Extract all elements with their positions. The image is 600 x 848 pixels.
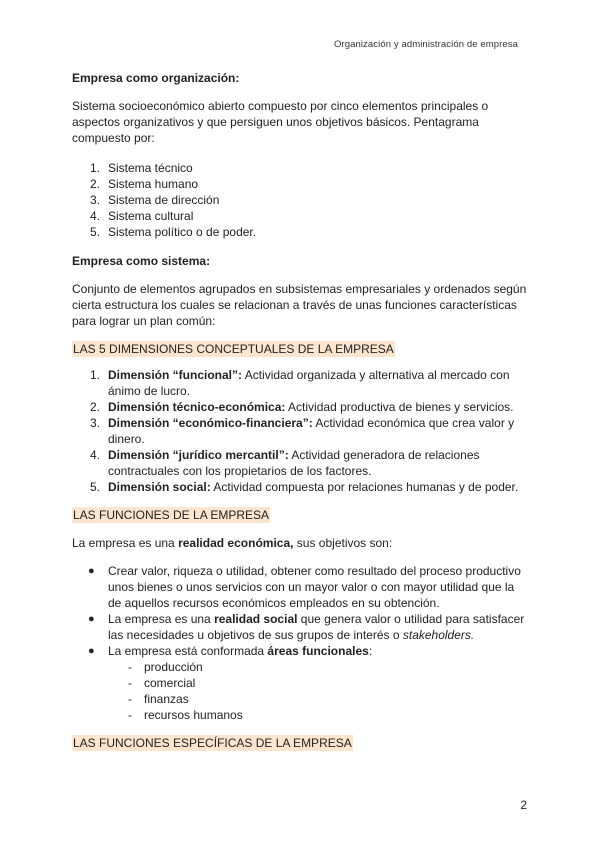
- list-number: 5.: [90, 225, 101, 239]
- bullet-list-funciones: [72, 563, 528, 659]
- dimension-description: Actividad organizada y alternativa al mercado con ánimo de lucro.: [108, 368, 510, 398]
- list-item: [72, 643, 528, 659]
- list-number: 4.: [90, 209, 101, 223]
- dash-icon: -: [128, 692, 132, 706]
- dimension-description: Actividad productiva de bienes y servicios.: [285, 400, 514, 414]
- bullet-icon: ●: [88, 565, 95, 577]
- text-run: La empresa es una: [72, 536, 179, 550]
- list-number: 3.: [90, 193, 101, 207]
- page-content: [72, 70, 528, 751]
- heading-funciones-especificas: [72, 735, 528, 751]
- highlighted-heading: LAS FUNCIONES ESPECÍFICAS DE LA EMPRESA: [73, 736, 352, 750]
- highlighted-heading: LAS 5 DIMENSIONES CONCEPTUALES DE LA EMPRESA: [73, 342, 394, 356]
- list-item: [72, 415, 528, 447]
- dimension-description: Actividad generadora de relaciones contractuales con los propietarios de los factores.: [108, 448, 480, 478]
- paragraph-organizacion: Sistema socioeconómico abierto compuesto por cinco elementos principales o aspectos organizativos y que persiguen unos objetivos básicos. Pentagrama compuesto por:: [72, 99, 489, 145]
- dimension-name: Dimensión técnico-económica:: [108, 400, 286, 414]
- dash-list-areas: [72, 659, 528, 723]
- list-item: [72, 447, 528, 479]
- list-item-text: Sistema técnico: [108, 161, 193, 175]
- list-item: [72, 659, 528, 675]
- bullet-icon: ●: [88, 645, 95, 657]
- list-item: [72, 367, 528, 399]
- list-number: 1.: [90, 368, 101, 382]
- page-number: 2: [520, 798, 527, 812]
- numbered-list-sistemas: [72, 160, 528, 240]
- list-item: [72, 563, 528, 611]
- list-item: [72, 224, 528, 240]
- heading-funciones: [72, 507, 528, 523]
- list-item-text: Sistema humano: [108, 177, 199, 191]
- list-item-text: Sistema de dirección: [108, 193, 220, 207]
- bullet-icon: ●: [88, 613, 95, 625]
- numbered-list-dimensiones: [72, 367, 528, 495]
- list-item: [72, 707, 528, 723]
- list-item: [72, 479, 528, 495]
- list-item: [72, 192, 528, 208]
- list-number: 4.: [90, 448, 101, 462]
- text-run: La empresa es una: [108, 612, 215, 626]
- list-item-text: Sistema cultural: [108, 209, 194, 223]
- text-run: La empresa está conformada: [108, 644, 268, 658]
- list-number: 2.: [90, 177, 101, 191]
- dash-icon: -: [128, 676, 132, 690]
- bold-run: áreas funcionales: [267, 644, 369, 658]
- italic-run: stakeholders.: [402, 628, 475, 642]
- heading-dimensiones: [72, 341, 528, 357]
- bold-run: realidad social: [214, 612, 298, 626]
- dimension-name: Dimensión “económico-financiera”:: [108, 416, 313, 430]
- list-number: 2.: [90, 400, 101, 414]
- dimension-name: Dimensión “jurídico mercantil”:: [108, 448, 289, 462]
- dimension-name: Dimensión social:: [108, 480, 211, 494]
- running-header: Organización y administración de empresa: [333, 39, 518, 50]
- paragraph-funciones: [72, 535, 528, 551]
- list-item-text: Crear valor, riqueza o utilidad, obtener como resultado del proceso productivo unos bienes o unos servicios con un mayor valor o con mayor utilidad que la de aquellos recursos económicos empleados en su obtención.: [108, 564, 521, 610]
- list-item-text: recursos humanos: [144, 708, 243, 722]
- paragraph-sistema: Conjunto de elementos agrupados en subsistemas empresariales y ordenados según cierta estructura los cuales se relacionan a través de unas funciones características para lograr un plan común:: [72, 282, 527, 328]
- text-run: que genera valor o utilidad para satisfacer las necesidades u objetivos de sus grupos de interés o: [108, 612, 525, 642]
- list-item: [72, 675, 528, 691]
- dash-icon: -: [128, 660, 132, 674]
- section-title-organizacion: Empresa como organización:: [72, 71, 240, 85]
- list-item-text: Sistema político o de poder.: [108, 225, 257, 239]
- text-run: sus objetivos son:: [293, 536, 393, 550]
- section-title-sistema: Empresa como sistema:: [72, 254, 211, 268]
- list-item-text: finanzas: [144, 692, 189, 706]
- list-item-text: comercial: [144, 676, 196, 690]
- list-item: [72, 399, 528, 415]
- text-run: :: [368, 644, 373, 658]
- dimension-name: Dimensión “funcional”:: [108, 368, 243, 382]
- list-number: 5.: [90, 480, 101, 494]
- list-number: 1.: [90, 161, 101, 175]
- list-item: [72, 691, 528, 707]
- list-item: [72, 611, 528, 643]
- bold-run: realidad económica,: [178, 536, 294, 550]
- list-item-text: producción: [144, 660, 203, 674]
- list-item: [72, 160, 528, 176]
- dash-icon: -: [128, 708, 132, 722]
- list-item: [72, 208, 528, 224]
- dimension-description: Actividad económica que crea valor y dinero.: [108, 416, 515, 446]
- list-item: [72, 176, 528, 192]
- highlighted-heading: LAS FUNCIONES DE LA EMPRESA: [73, 508, 270, 522]
- list-number: 3.: [90, 416, 101, 430]
- dimension-description: Actividad compuesta por relaciones humanas y de poder.: [210, 480, 519, 494]
